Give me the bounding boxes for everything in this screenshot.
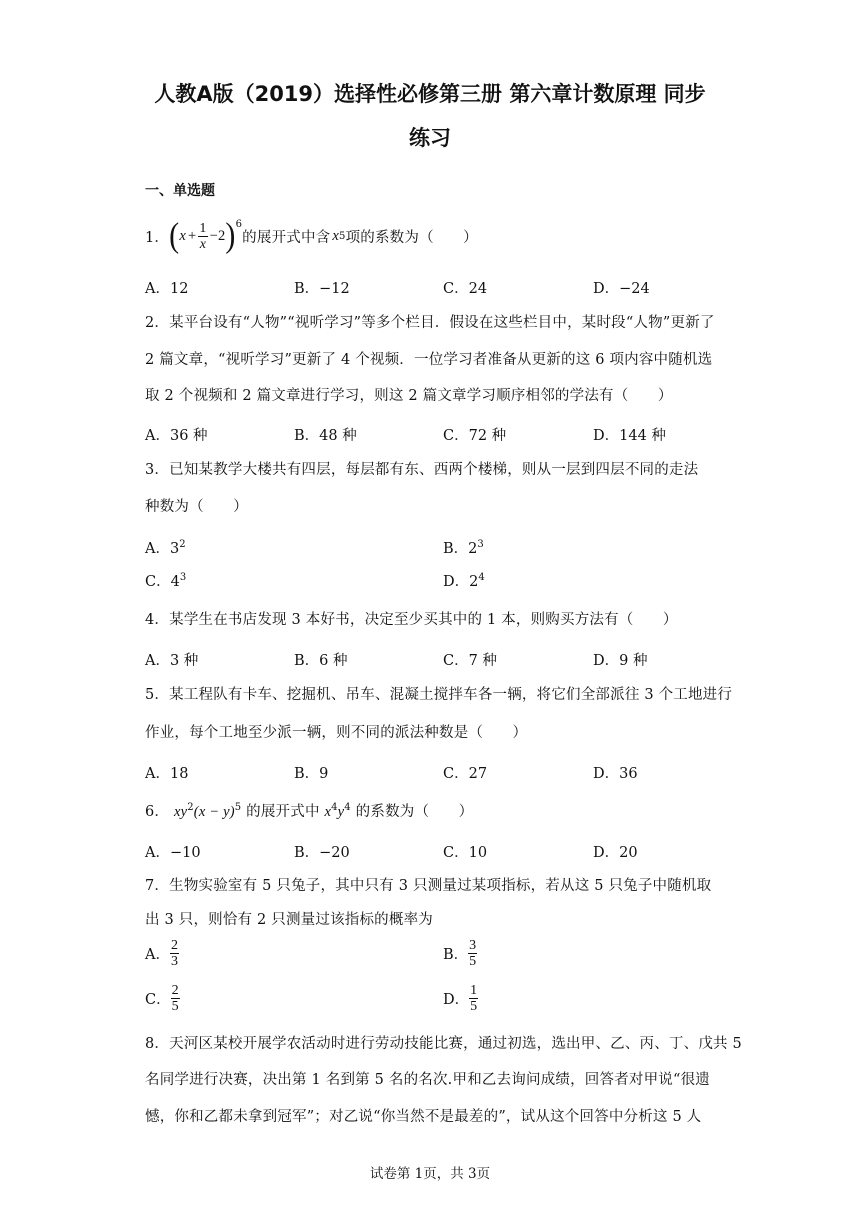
option-b	[443, 938, 477, 969]
left-paren: (	[169, 216, 180, 255]
option-a: A．18	[145, 766, 189, 782]
fraction-one-over-x	[198, 221, 207, 252]
option-c: C．10	[443, 845, 488, 861]
fraction-denominator: x	[199, 236, 207, 252]
fraction-denominator: 5	[171, 999, 179, 1014]
option-label: B．	[443, 541, 469, 557]
fraction-numerator: 2	[171, 983, 179, 998]
option-b: B．48 种	[294, 428, 357, 444]
page-footer: 试卷第 1页，共 3页	[369, 1166, 491, 1182]
document-title	[0, 78, 860, 108]
option-a	[145, 537, 186, 558]
fraction-denominator: 5	[470, 999, 478, 1014]
option-b	[443, 537, 484, 558]
question-2-line-2: 2 篇文章，“视听学习”更新了 4 个视频．一位学习者准备从更新的这 6 项内容中随机选	[145, 352, 713, 368]
option-d: D．−24	[593, 281, 650, 297]
question-text: 的系数为（ ）	[355, 804, 474, 820]
title-line-2: 练习	[409, 126, 451, 150]
math-term: xy	[173, 804, 188, 820]
question-1	[145, 218, 478, 254]
option-d: D．144 种	[593, 428, 666, 444]
option-label: A．	[145, 541, 170, 557]
exponent: 5	[234, 802, 242, 814]
option-base: 4	[170, 574, 180, 590]
question-4-line-1: 4．某学生在书店发现 3 本好书，决定至少买其中的 1 本，则购买方法有（ ）	[145, 612, 678, 628]
option-c: C．7 种	[443, 653, 497, 669]
question-text: 的展开式中含	[242, 229, 331, 246]
question-number: 1．	[145, 229, 170, 246]
exponent: 6	[235, 218, 243, 230]
option-d	[443, 570, 485, 591]
exponent: 5	[339, 230, 346, 242]
fraction-numerator: 1	[470, 983, 478, 998]
fraction-numerator: 3	[469, 938, 477, 953]
option-b: B．9	[294, 766, 329, 782]
option-exponent: 2	[179, 539, 186, 551]
option-c: C．72 种	[443, 428, 507, 444]
fraction-denominator: 5	[469, 954, 477, 969]
math-term: y	[337, 804, 345, 820]
option-b: B．−20	[294, 845, 350, 861]
option-exponent: 3	[477, 539, 484, 551]
question-text: 项的系数为（ ）	[345, 229, 478, 246]
question-7-line-2: 出 3 只，则恰有 2 只测量过该指标的概率为	[145, 912, 433, 928]
question-8-line-2: 名同学进行决赛，决出第 1 名到第 5 名的名次.甲和乙去询问成绩，回答者对甲说“很遗	[145, 1072, 711, 1088]
option-a: A．3 种	[145, 653, 199, 669]
option-base: 3	[169, 541, 180, 557]
math-term: x	[324, 804, 332, 820]
question-6	[145, 800, 473, 821]
option-label: C．	[145, 992, 171, 1008]
exponent: 2	[187, 802, 194, 814]
math-minus-two: −2	[209, 227, 226, 244]
option-a: A．12	[145, 281, 189, 297]
option-c: C．24	[443, 281, 488, 297]
fraction-numerator: 2	[170, 938, 178, 953]
question-3-line-1: 3．已知某教学大楼共有四层，每层都有东、西两个楼梯，则从一层到四层不同的走法	[145, 462, 699, 478]
question-2-line-1: 2．某平台设有“人物”“视听学习”等多个栏目．假设在这些栏目中，某时段“人物”更新了	[145, 315, 715, 331]
question-2-line-3: 取 2 个视频和 2 篇文章进行学习，则这 2 篇文章学习顺序相邻的学法有（ ）	[145, 388, 673, 404]
exponent: 4	[344, 802, 351, 814]
option-d: D．9 种	[593, 653, 648, 669]
option-c	[145, 983, 180, 1014]
question-5-line-2: 作业，每个工地至少派一辆，则不同的派法种数是（ ）	[145, 725, 528, 741]
title-line-1: 人教A版（2019）选择性必修第三册 第六章计数原理 同步	[154, 82, 706, 106]
math-binomial: (x − y)	[193, 804, 235, 820]
option-fraction	[468, 938, 477, 969]
option-d: D．36	[593, 766, 638, 782]
option-exponent: 4	[478, 572, 485, 584]
option-d: D．20	[593, 845, 638, 861]
option-label: C．	[145, 574, 171, 590]
question-text: 的展开式中	[246, 804, 320, 820]
option-fraction	[469, 983, 478, 1014]
question-3-line-2: 种数为（ ）	[145, 499, 248, 515]
option-a: A．−10	[145, 845, 201, 861]
option-c	[145, 570, 186, 591]
option-b: B．−12	[294, 281, 350, 297]
question-8-line-3: 憾，你和乙都未拿到冠军”；对乙说“你当然不是最差的”，试从这个回答中分析这 5 人	[145, 1109, 702, 1125]
option-d	[443, 983, 478, 1014]
section-heading: 一、单选题	[145, 183, 215, 199]
document-title-continued	[0, 122, 860, 152]
option-a: A．36 种	[145, 428, 208, 444]
option-fraction	[170, 938, 179, 969]
math-plus: +	[187, 227, 197, 244]
option-label: B．	[443, 947, 469, 963]
math-var-x: x	[179, 227, 186, 244]
math-term: x	[332, 227, 340, 244]
right-paren: )	[225, 216, 236, 255]
question-number: 6．	[145, 804, 170, 820]
option-c: C．27	[443, 766, 488, 782]
option-label: D．	[443, 992, 470, 1008]
option-base: 2	[468, 541, 478, 557]
option-exponent: 3	[179, 572, 187, 584]
option-label: D．	[443, 574, 470, 590]
option-a	[145, 938, 179, 969]
option-fraction	[171, 983, 180, 1014]
fraction-numerator: 1	[199, 220, 207, 236]
question-5-line-1: 5．某工程队有卡车、挖掘机、吊车、混凝土搅拌车各一辆，将它们全部派往 3 个工地进行	[145, 687, 733, 703]
option-base: 2	[469, 574, 479, 590]
question-7-line-1: 7．生物实验室有 5 只兔子，其中只有 3 只测量过某项指标，若从这 5 只兔子中随机取	[145, 878, 712, 894]
option-label: A．	[145, 947, 170, 963]
exponent: 4	[331, 802, 338, 814]
question-8-line-1: 8．天河区某校开展学农活动时进行劳动技能比赛，通过初选，选出甲、乙、丙、丁、戊共 5	[145, 1036, 742, 1052]
fraction-denominator: 3	[170, 954, 178, 969]
option-b: B．6 种	[294, 653, 348, 669]
